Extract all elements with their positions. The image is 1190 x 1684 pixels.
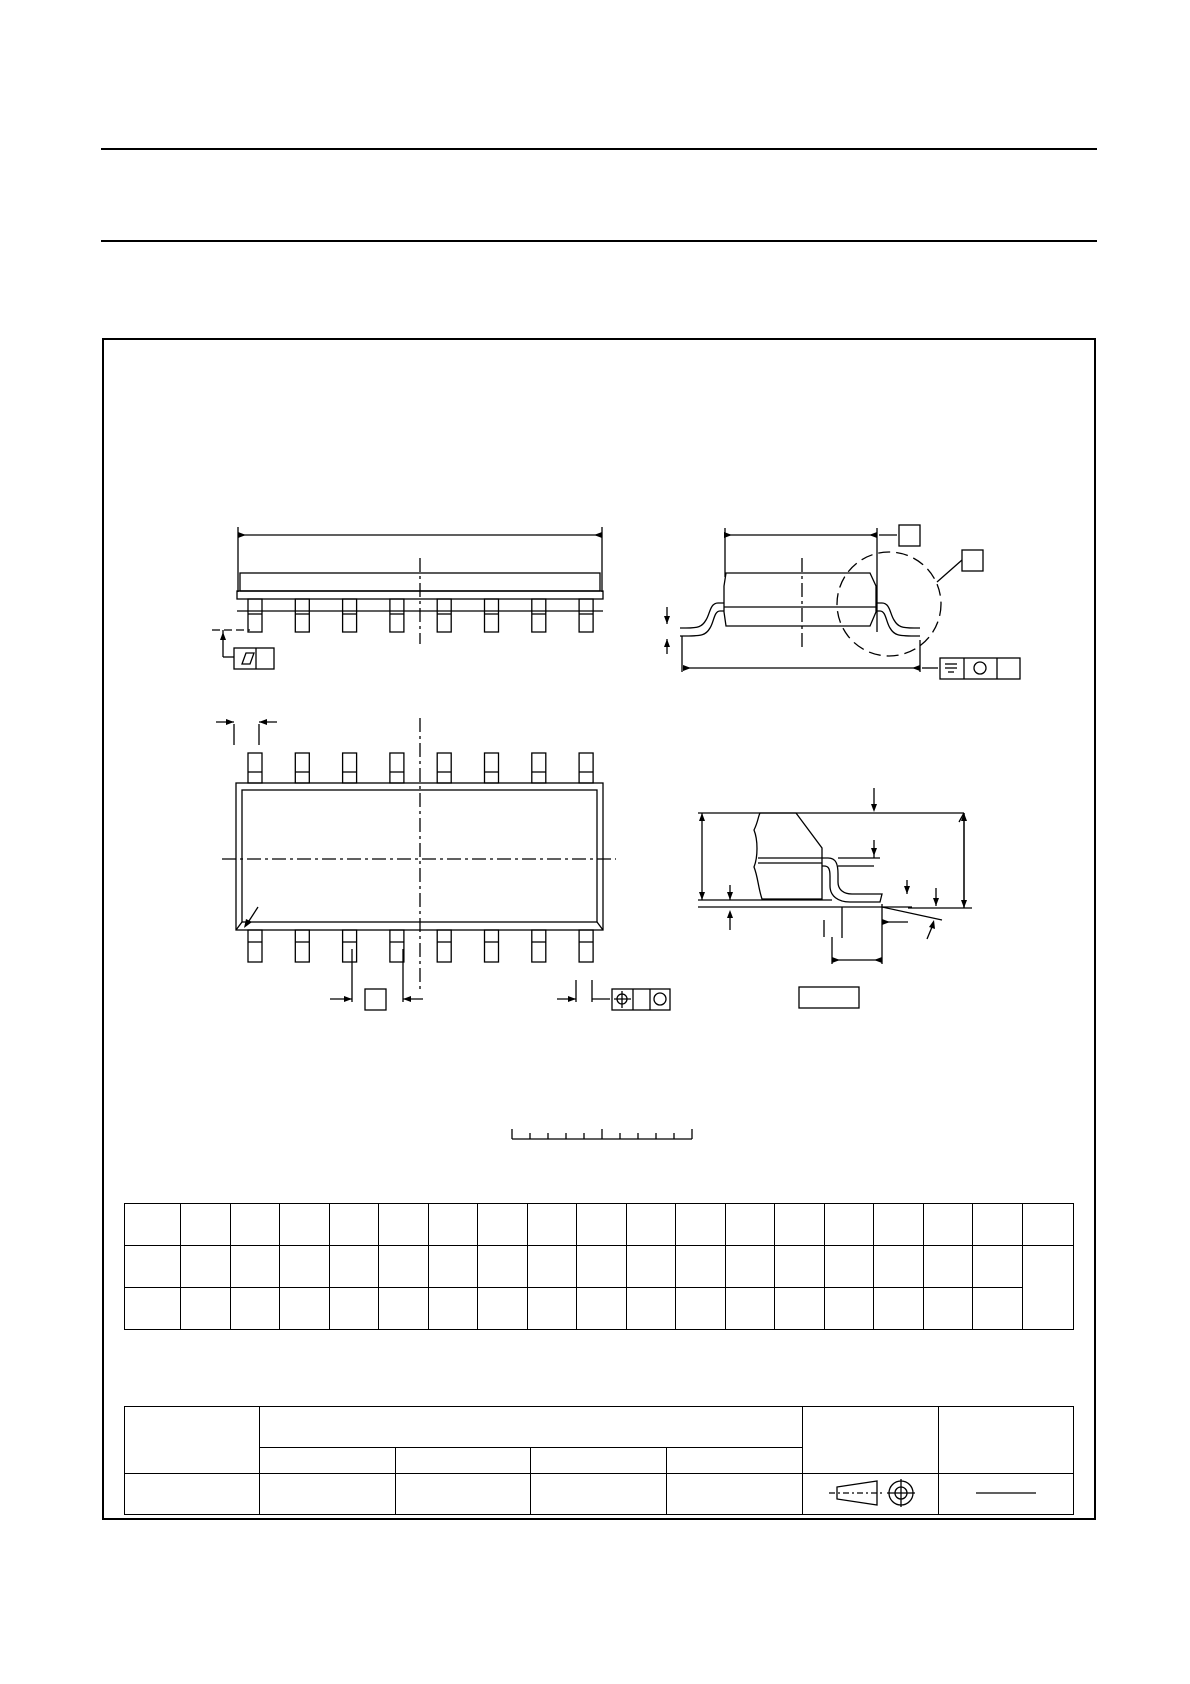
side-pin [390, 599, 404, 632]
dimension-cell [280, 1246, 330, 1288]
dimension-cell [775, 1246, 825, 1288]
first-angle-projection-icon [821, 1475, 921, 1511]
dimension-row [125, 1246, 1074, 1288]
dimension-cell [874, 1204, 924, 1246]
pitch-box [365, 989, 386, 1010]
dimension-cell [181, 1246, 231, 1288]
dimension-cell [329, 1204, 379, 1246]
package-outline-frame [102, 338, 1096, 1520]
references-header-cell [260, 1407, 803, 1448]
top-pin-lower [579, 930, 593, 962]
dimension-cell [923, 1204, 973, 1246]
side-pin [343, 599, 357, 632]
side-pin [579, 599, 593, 632]
top-pin-lower [437, 930, 451, 962]
dimension-cell [125, 1288, 181, 1330]
dimension-cell [577, 1288, 627, 1330]
dimension-cell [874, 1246, 924, 1288]
top-pin-lower [295, 930, 309, 962]
reference-jeita-value [531, 1474, 667, 1515]
dimension-cell [478, 1246, 528, 1288]
dimension-cell [478, 1204, 528, 1246]
top-pin-upper [579, 753, 593, 783]
dimension-cell [676, 1204, 726, 1246]
side-view-long [212, 527, 603, 669]
outline-version-cell [125, 1407, 260, 1474]
reference-iec-value [260, 1474, 396, 1515]
top-pin-upper [343, 753, 357, 783]
reference-jedec-value [396, 1474, 531, 1515]
dimension-cell [527, 1288, 577, 1330]
dimension-cell [329, 1246, 379, 1288]
dimension-cell [527, 1204, 577, 1246]
dimension-cell [230, 1246, 280, 1288]
reference-jeita-cell [531, 1448, 667, 1474]
dimension-cell [775, 1288, 825, 1330]
dimension-cell [874, 1288, 924, 1330]
header-top-rule [101, 148, 1097, 150]
issue-date-value [939, 1474, 1074, 1515]
top-pin-upper [295, 753, 309, 783]
detail-label-box [799, 987, 859, 1008]
flatness-tolerance-frame [234, 648, 274, 669]
dimension-cell [775, 1204, 825, 1246]
dimension-cell [527, 1246, 577, 1288]
top-pin-lower [532, 930, 546, 962]
top-pin-lower [390, 930, 404, 962]
dimension-cell [725, 1288, 775, 1330]
dimension-cell [280, 1204, 330, 1246]
dimension-cell [125, 1246, 181, 1288]
dimension-cell [824, 1246, 874, 1288]
outline-version-table [124, 1406, 1074, 1515]
dimension-cell [824, 1288, 874, 1330]
dimension-cell [379, 1204, 429, 1246]
dimension-row [125, 1204, 1074, 1246]
dimension-cell [824, 1204, 874, 1246]
scale-bar [512, 1129, 692, 1139]
dimension-cell [125, 1204, 181, 1246]
dimension-cell [428, 1204, 478, 1246]
dimension-cell [1022, 1246, 1073, 1330]
dimension-cell [577, 1204, 627, 1246]
side-pin [532, 599, 546, 632]
detail-view [698, 788, 972, 1008]
package-outline-drawing [104, 340, 1094, 1518]
reference-iec-cell [260, 1448, 396, 1474]
top-pin-upper [248, 753, 262, 783]
dimension-cell [379, 1288, 429, 1330]
dimension-row [125, 1288, 1074, 1330]
dimension-cell [973, 1204, 1023, 1246]
datum-box-top [899, 525, 920, 546]
top-pin-lower [248, 930, 262, 962]
top-pin-upper [390, 753, 404, 783]
dimension-cell [181, 1288, 231, 1330]
dimension-cell [626, 1204, 676, 1246]
dimension-cell [230, 1204, 280, 1246]
dimension-cell [725, 1246, 775, 1288]
side-pin [485, 599, 499, 632]
projection-header-cell [803, 1407, 939, 1474]
projection-symbol-cell [803, 1474, 939, 1515]
scale-bar-ticks [512, 1129, 692, 1139]
dimension-cell [973, 1288, 1023, 1330]
dimension-cell [626, 1246, 676, 1288]
dimension-cell [923, 1246, 973, 1288]
reference-extra-cell [667, 1448, 803, 1474]
dimension-cell [428, 1246, 478, 1288]
issue-date-header-cell [939, 1407, 1074, 1474]
top-pin-lower [343, 930, 357, 962]
reference-extra-value [667, 1474, 803, 1515]
side-pin [437, 599, 451, 632]
side-pin [295, 599, 309, 632]
top-pin-upper [532, 753, 546, 783]
outline-version-value [125, 1474, 260, 1515]
side-pin [248, 599, 262, 632]
datum-box-detail [962, 550, 983, 571]
dimension-cell [626, 1288, 676, 1330]
dimension-cell [676, 1288, 726, 1330]
dimension-cell [478, 1288, 528, 1330]
dimension-cell [230, 1288, 280, 1330]
top-view [216, 718, 670, 1010]
top-pin-upper [437, 753, 451, 783]
dimension-cell [1022, 1204, 1073, 1246]
dimension-cell [577, 1246, 627, 1288]
dimension-cell [329, 1288, 379, 1330]
dimension-cell [181, 1204, 231, 1246]
reference-jedec-cell [396, 1448, 531, 1474]
top-pin-upper [485, 753, 499, 783]
header-bottom-rule [101, 240, 1097, 242]
top-pin-lower [485, 930, 499, 962]
dimension-cell [676, 1246, 726, 1288]
dimension-cell [725, 1204, 775, 1246]
dimension-cell [973, 1246, 1023, 1288]
issue-date-underline [966, 1483, 1046, 1503]
dimension-table [124, 1203, 1074, 1330]
dimension-cell [428, 1288, 478, 1330]
dimension-cell [379, 1246, 429, 1288]
side-view-end [664, 525, 1020, 679]
dimension-cell [923, 1288, 973, 1330]
dimension-cell [280, 1288, 330, 1330]
